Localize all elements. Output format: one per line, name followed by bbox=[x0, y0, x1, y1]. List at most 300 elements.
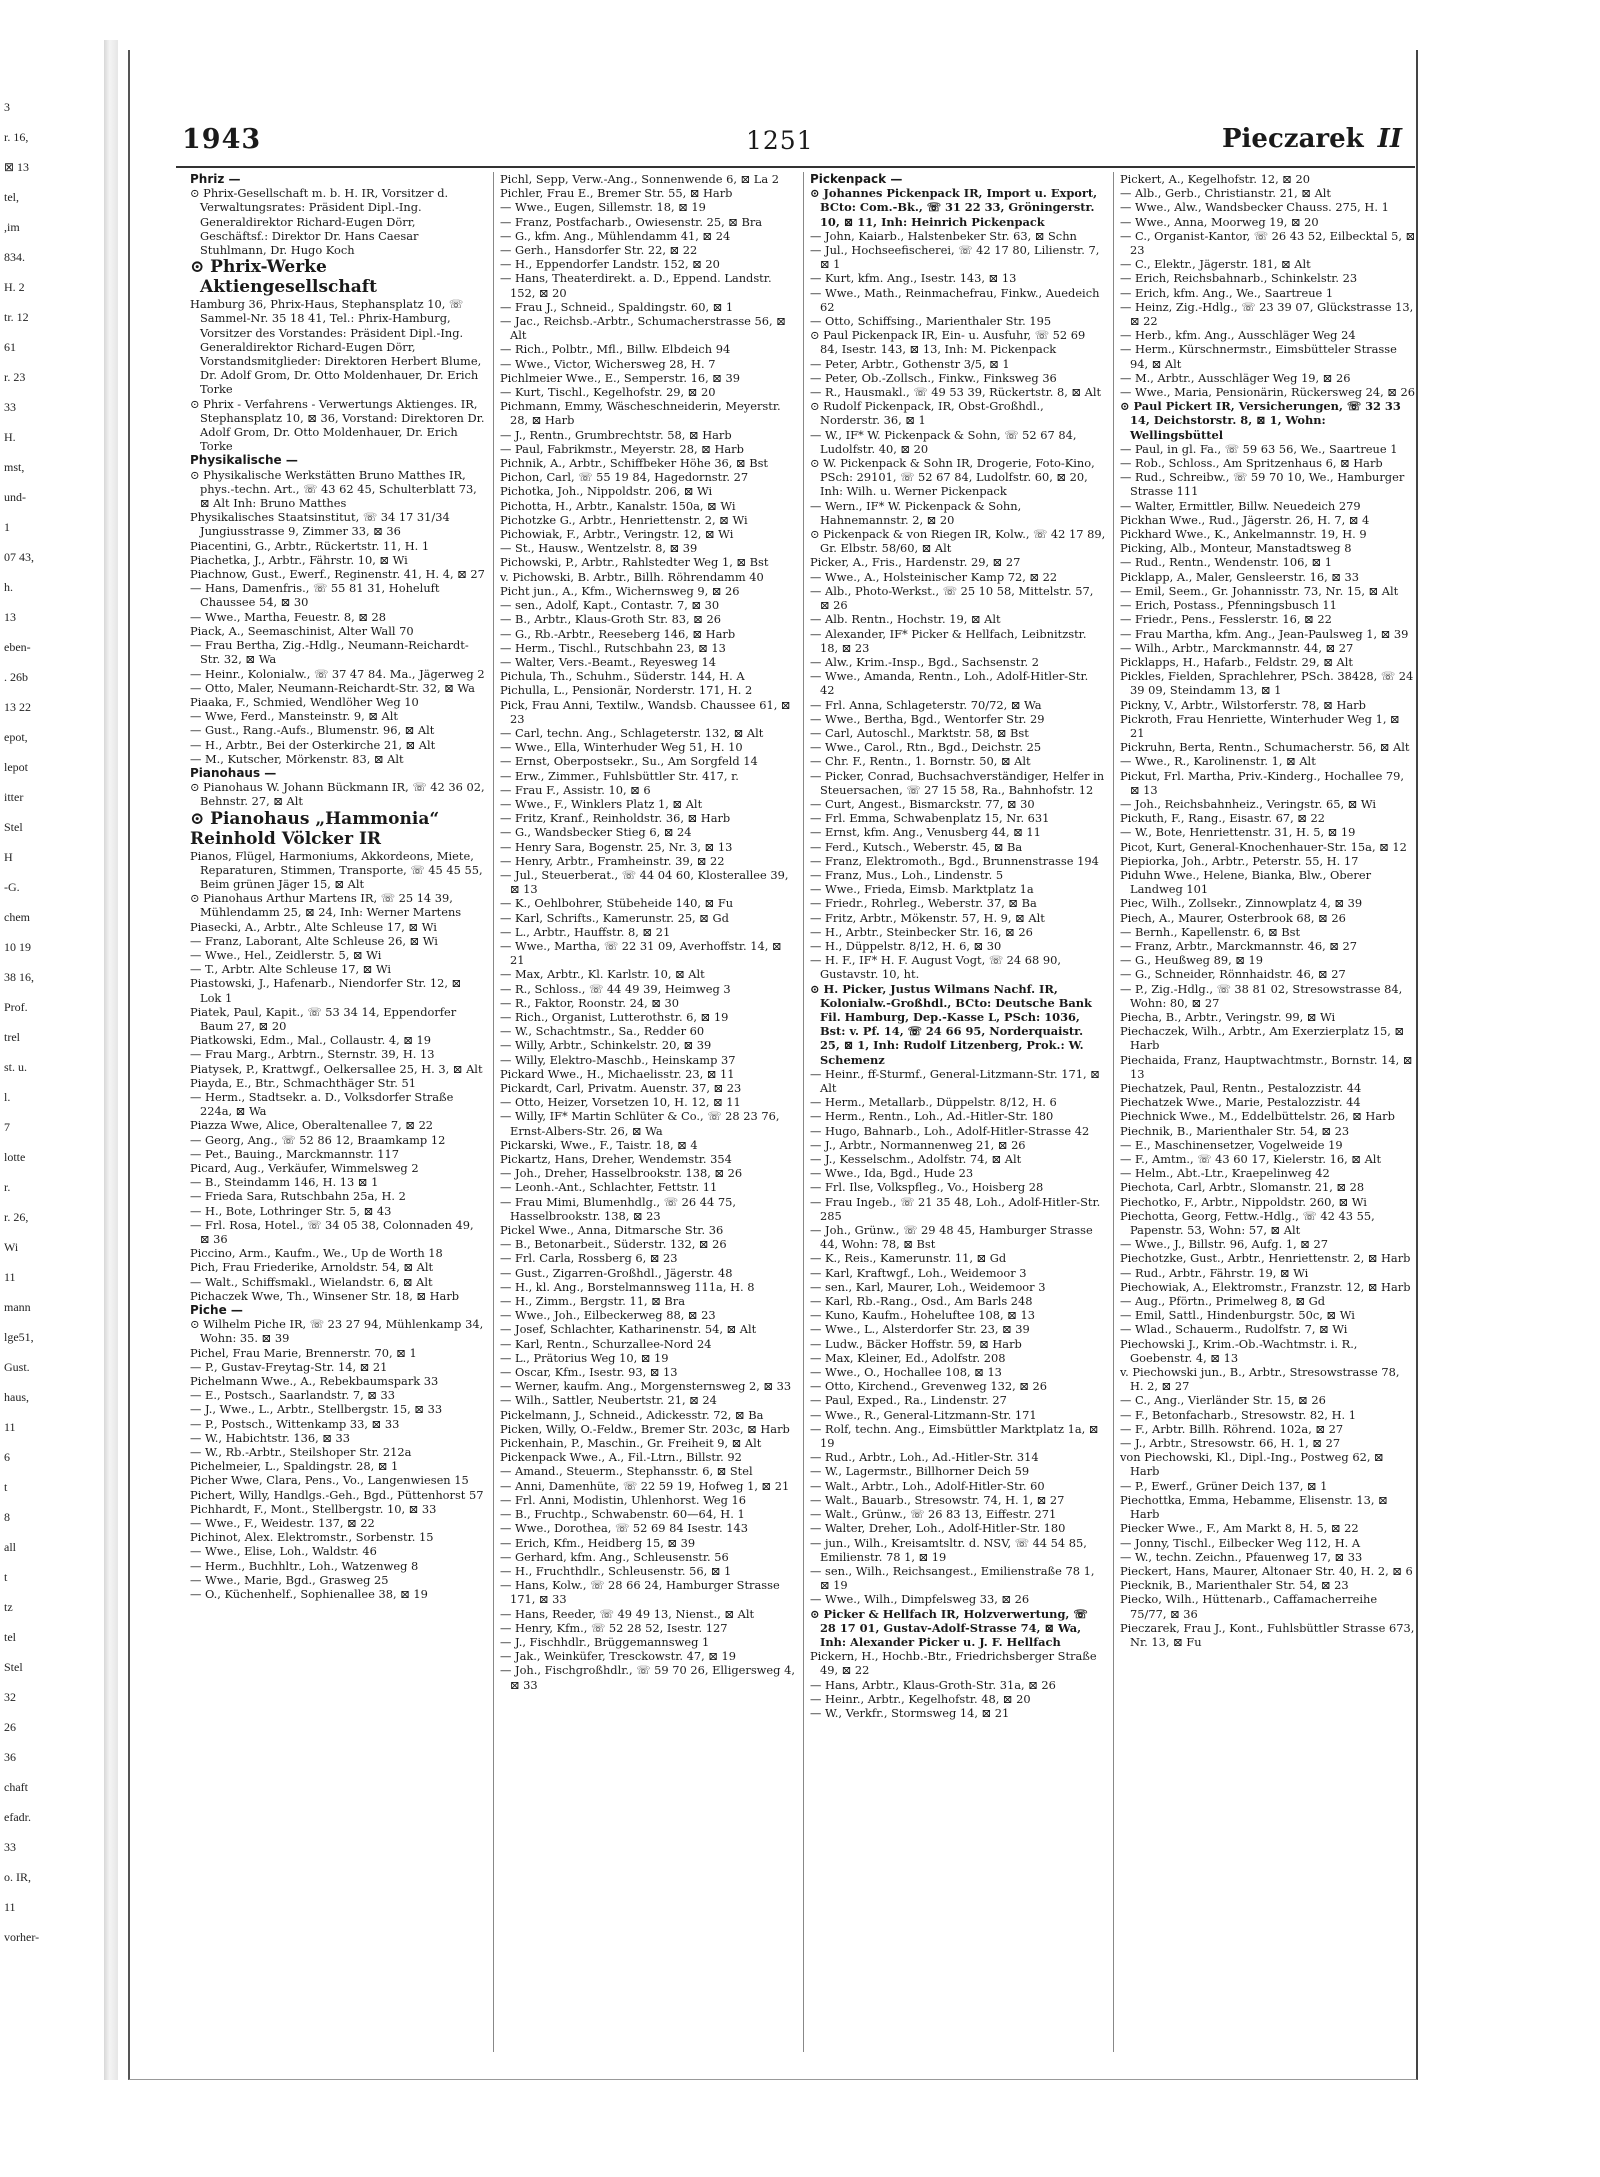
directory-entry: — Ludw., Bäcker Hoffstr. 59, ⊠ Harb bbox=[810, 1336, 1022, 1351]
directory-entry: — Paul, in gl. Fa., ☏ 59 63 56, We., Saartreue 1 bbox=[1120, 441, 1398, 456]
directory-entry: Pickenpack Wwe., A., Fil.-Ltrn., Billstr. 92 bbox=[500, 1450, 742, 1465]
directory-entry: — Werner, kaufm. Ang., Morgensternsweg 2, ⊠ 33 bbox=[500, 1379, 792, 1394]
previous-page-fragment: Prof. bbox=[4, 1000, 28, 1014]
directory-entry: Pickardt, Carl, Privatm. Auenstr. 37, ⊠ 23 bbox=[500, 1081, 742, 1095]
directory-entry: — Curt, Angest., Bismarckstr. 77, ⊠ 30 bbox=[810, 796, 1035, 811]
previous-page-fragment: H. bbox=[4, 430, 16, 444]
directory-entry: Picklapp, A., Maler, Gensleerstr. 16, ⊠ 33 bbox=[1120, 569, 1360, 584]
directory-entry: — Willy, Elektro-Maschb., Heinskamp 37 bbox=[500, 1052, 736, 1067]
directory-entry: Pichowiak, F., Arbtr., Veringstr. 12, ⊠ Wi bbox=[500, 527, 734, 542]
directory-entry: — Walt., Arbtr., Loh., Adolf-Hitler-Str. 60 bbox=[810, 1478, 1045, 1493]
directory-entry: Pichaczek Wwe, Th., Winsener Str. 18, ⊠ Harb bbox=[190, 1288, 460, 1303]
previous-page-fragment: tel, bbox=[4, 190, 19, 204]
directory-column-3 bbox=[810, 172, 1106, 2052]
directory-entry: — Wilh., Sattler, Neubertstr. 21, ⊠ 24 bbox=[500, 1393, 717, 1408]
directory-entry: — Frl. Rosa, Hotel., ☏ 34 05 38, Colonnaden 49, ⊠ 36 bbox=[190, 1217, 474, 1247]
directory-entry: Pich, Frau Friederike, Arnoldstr. 54, ⊠ Alt bbox=[190, 1260, 434, 1275]
directory-entry: — Wwe, Ferd., Mansteinstr. 9, ⊠ Alt bbox=[190, 709, 398, 724]
previous-page-fragment: efadr. bbox=[4, 1810, 31, 1824]
directory-entry: — Henry, Arbtr., Framheinstr. 39, ⊠ 22 bbox=[500, 853, 725, 868]
previous-page-fragment: 11 bbox=[4, 1270, 16, 1284]
directory-entry: — H. F., IF* H. F. August Vogt, ☏ 24 68 90, Gustavstr. 10, ht. bbox=[810, 953, 1062, 982]
directory-entry: Pichelmann Wwe., A., Rebekbaumspark 33 bbox=[190, 1374, 439, 1389]
directory-entry: — Wwe., Math., Reinmachefrau, Finkw., Auedeich 62 bbox=[810, 285, 1100, 314]
directory-entry: — Picker, Conrad, Buchsachverständiger, Helfer in Steuersachen, ☏ 27 15 58, Ra., Bahnhofstr. 12 bbox=[810, 768, 1105, 797]
directory-entry: — Wwe., Alw., Wandsbecker Chauss. 275, H. 1 bbox=[1120, 200, 1389, 215]
directory-entry: ⊙ Paul Pickert IR, Versicherungen, ☏ 32 33 14, Deichstorstr. 8, ⊠ 1, Wohn: Wellingsbüttel bbox=[1120, 399, 1401, 442]
directory-entry: Pichotzke G., Arbtr., Henriettenstr. 2, ⊠ Wi bbox=[500, 512, 748, 527]
directory-entry: — Otto, Kirchend., Grevenweg 132, ⊠ 26 bbox=[810, 1379, 1047, 1394]
directory-entry: ⊙ W. Pickenpack & Sohn IR, Drogerie, Foto-Kino, PSch: 29101, ☏ 52 67 84, Ludolfstr. 60, ⊠ 20, Inh: Wilh. u. Werner Pickenpack bbox=[810, 456, 1095, 499]
directory-entry: Pickel Wwe., Anna, Ditmarsche Str. 36 bbox=[500, 1223, 724, 1238]
directory-entry: — R., Hausmakl., ☏ 49 53 39, Rückertstr. 8, ⊠ Alt bbox=[810, 385, 1102, 400]
directory-entry: — Jul., Steuerberat., ☏ 44 04 60, Klosterallee 39, ⊠ 13 bbox=[500, 867, 789, 897]
directory-entry: — H., Arbtr., Bei der Osterkirche 21, ⊠ Alt bbox=[190, 737, 436, 752]
previous-page-fragment: 33 bbox=[4, 1840, 16, 1854]
directory-entry: — Ernst, kfm. Ang., Venusberg 44, ⊠ 11 bbox=[810, 825, 1041, 840]
directory-entry: Picot, Kurt, General-Knochenhauer-Str. 15a, ⊠ 12 bbox=[1120, 839, 1407, 854]
directory-entry: Piatysek, P., Krattwgf., Oelkersallee 25, H. 3, ⊠ Alt bbox=[190, 1061, 483, 1076]
directory-entry: ⊙ Pianohaus Arthur Martens IR, ☏ 25 14 39, Mühlendamm 25, ⊠ 24, Inh: Werner Martens bbox=[190, 891, 462, 920]
directory-entry: — K., Oehlbohrer, Stübeheide 140, ⊠ Fu bbox=[500, 896, 734, 911]
directory-entry: — Kurt, Tischl., Kegelhofstr. 29, ⊠ 20 bbox=[500, 385, 716, 400]
directory-entry: — Hans, Kolw., ☏ 28 66 24, Hamburger Strasse 171, ⊠ 33 bbox=[500, 1578, 780, 1607]
header-rule bbox=[176, 166, 1415, 168]
directory-entry: — C., Ang., Vierländer Str. 15, ⊠ 26 bbox=[1120, 1393, 1326, 1408]
directory-entry: — Wwe., J., Billstr. 96, Aufg. 1, ⊠ 27 bbox=[1120, 1237, 1328, 1252]
directory-entry: — F., Amtm., ☏ 43 60 17, Kielerstr. 16, ⊠ Alt bbox=[1120, 1152, 1382, 1167]
directory-entry: — Joh., Fischgroßhdlr., ☏ 59 70 26, Elligersweg 4, ⊠ 33 bbox=[500, 1663, 795, 1692]
previous-page-fragment: 61 bbox=[4, 340, 16, 354]
directory-entry: Piecker Wwe., F., Am Markt 8, H. 5, ⊠ 22 bbox=[1120, 1521, 1359, 1536]
directory-entry: v. Pichowski, B. Arbtr., Billh. Röhrendamm 40 bbox=[500, 569, 764, 584]
directory-entry: — Pet., Bauing., Marckmannstr. 117 bbox=[190, 1146, 400, 1161]
directory-entry: — Max, Kleiner, Ed., Adolfstr. 208 bbox=[810, 1350, 1006, 1365]
directory-entry: Pickartz, Hans, Dreher, Wendemstr. 354 bbox=[500, 1152, 732, 1167]
directory-entry: — Wern., IF* W. Pickenpack & Sohn, Hahnemannstr. 2, ⊠ 20 bbox=[810, 498, 1022, 527]
directory-entry: — Carl, Autoschl., Marktstr. 58, ⊠ Bst bbox=[810, 725, 1029, 740]
directory-entry: — C., Organist-Kantor, ☏ 26 43 52, Eilbecktal 5, ⊠ 23 bbox=[1120, 228, 1416, 258]
previous-page-fragment: all bbox=[4, 1540, 16, 1554]
directory-entry: — G., Heußweg 89, ⊠ 19 bbox=[1120, 953, 1263, 968]
directory-entry: Picklapps, H., Hafarb., Feldstr. 29, ⊠ Alt bbox=[1120, 654, 1353, 669]
directory-entry: — Hans, Damenfris., ☏ 55 81 31, Hoheluft Chaussee 54, ⊠ 30 bbox=[190, 581, 440, 610]
directory-entry: — C., Elektr., Jägerstr. 181, ⊠ Alt bbox=[1120, 257, 1311, 272]
directory-entry: — Heinz, Zig.-Hdlg., ☏ 23 39 07, Glückstrasse 13, ⊠ 22 bbox=[1120, 299, 1414, 329]
directory-entry: — Rich., Organist, Lutterothstr. 6, ⊠ 19 bbox=[500, 1009, 729, 1024]
directory-entry: Pickelmann, J., Schneid., Adickesstr. 72, ⊠ Ba bbox=[500, 1407, 764, 1422]
previous-page-fragment: tz bbox=[4, 1600, 13, 1614]
directory-entry: ⊙ Pianohaus „Hammonia“ bbox=[190, 808, 440, 829]
directory-entry: — Alb., Gerb., Christianstr. 21, ⊠ Alt bbox=[1120, 186, 1332, 201]
directory-entry: — L., Prätorius Weg 10, ⊠ 19 bbox=[500, 1350, 669, 1365]
previous-page-fragment: 7 bbox=[4, 1120, 10, 1134]
directory-entry: — Wwe., Marie, Bgd., Grasweg 25 bbox=[190, 1572, 389, 1587]
directory-entry: — M., Arbtr., Ausschläger Weg 19, ⊠ 26 bbox=[1120, 370, 1351, 385]
directory-entry: — Frau Marg., Arbtrn., Sternstr. 39, H. 13 bbox=[190, 1047, 435, 1062]
directory-entry: — Wwe., Ida, Bgd., Hude 23 bbox=[810, 1166, 974, 1181]
directory-entry: — P., Postsch., Wittenkamp 33, ⊠ 33 bbox=[190, 1416, 400, 1431]
previous-page-fragment: und- bbox=[4, 490, 26, 504]
directory-entry: — Fritz, Arbtr., Mökenstr. 57, H. 9, ⊠ Alt bbox=[810, 910, 1045, 925]
directory-entry: — P., Ewerf., Grüner Deich 137, ⊠ 1 bbox=[1120, 1478, 1328, 1493]
directory-entry: — Hugo, Bahnarb., Loh., Adolf-Hitler-Strasse 42 bbox=[810, 1123, 1090, 1138]
directory-entry: ⊙ Phrix-Gesellschaft m. b. H. IR, Vorsitzer d. Verwaltungsrates: Präsident Dipl.-Ing. Generaldirektor Richard-Eugen Dörr, Geschäftsf.: Direktor Dr. Hans Caesar Stuhlmann, Dr. Hugo Koch bbox=[190, 186, 449, 258]
previous-page-fragment: mst, bbox=[4, 460, 25, 474]
directory-entry: — Rob., Schloss., Am Spritzenhaus 6, ⊠ Harb bbox=[1120, 456, 1383, 471]
directory-entry: Piecknik, B., Marienthaler Str. 54, ⊠ 23 bbox=[1120, 1578, 1349, 1593]
directory-entry: — B., Betonarbeit., Süderstr. 132, ⊠ 26 bbox=[500, 1237, 727, 1252]
previous-page-fragment: 26 bbox=[4, 1720, 16, 1734]
previous-page-fragment: trel bbox=[4, 1030, 20, 1044]
directory-entry: — Jak., Weinküfer, Tresckowstr. 47, ⊠ 19 bbox=[500, 1649, 737, 1664]
previous-page-fragment: eben- bbox=[4, 640, 31, 654]
directory-entry: — Heinr., Kolonialw., ☏ 37 47 84. Ma., Jägerweg 2 bbox=[190, 666, 485, 681]
directory-entry: — Fritz, Kranf., Reinholdstr. 36, ⊠ Harb bbox=[500, 811, 731, 826]
directory-entry: ⊙ Wilhelm Piche IR, ☏ 23 27 94, Mühlenkamp 34, Wohn: 35. ⊠ 39 bbox=[190, 1317, 484, 1346]
directory-entry: — Hans, Theaterdirekt. a. D., Eppend. Landstr. 152, ⊠ 20 bbox=[500, 271, 772, 300]
directory-entry: Pichula, Th., Schuhm., Süderstr. 144, H. A bbox=[500, 669, 745, 684]
directory-entry: — B., Fruchtp., Schwabenstr. 60—64, H. 1 bbox=[500, 1507, 745, 1522]
directory-entry: Piechotzke, Gust., Arbtr., Henriettenstr. 2, ⊠ Harb bbox=[1120, 1251, 1411, 1266]
directory-entry: Piechotta, Georg, Fettw.-Hdlg., ☏ 42 43 55, Papenstr. 53, Wohn: 57, ⊠ Alt bbox=[1120, 1208, 1375, 1238]
directory-entry: — Franz, Postfacharb., Owiesenstr. 25, ⊠ Bra bbox=[500, 214, 763, 229]
directory-entry: Pichon, Carl, ☏ 55 19 84, Hagedornstr. 27 bbox=[500, 470, 749, 485]
directory-entry: — Aug., Pförtn., Primelweg 8, ⊠ Gd bbox=[1120, 1294, 1326, 1309]
directory-entry: — Herm., Buchhltr., Loh., Watzenweg 8 bbox=[190, 1558, 419, 1573]
directory-entry: ⊙ Rudolf Pickenpack, IR, Obst-Großhdl., Norderstr. 36, ⊠ 1 bbox=[810, 399, 1044, 428]
directory-entry: — Herm., Metallarb., Düppelstr. 8/12, H. 6 bbox=[810, 1095, 1057, 1110]
directory-entry: ⊙ Pickenpack & von Riegen IR, Kolw., ☏ 42 17 89, Gr. Elbstr. 58/60, ⊠ Alt bbox=[810, 527, 1106, 556]
previous-page-fragment: 38 16, bbox=[4, 970, 34, 984]
directory-entry: Picken, Willy, O.-Feldw., Bremer Str. 203c, ⊠ Harb bbox=[500, 1421, 790, 1436]
directory-entry: Picht jun., A., Kfm., Wichernsweg 9, ⊠ 26 bbox=[500, 583, 740, 598]
directory-entry: — Erich, Kfm., Heidberg 15, ⊠ 39 bbox=[500, 1535, 696, 1550]
directory-entry: — jun., Wilh., Kreisamtsltr. d. NSV, ☏ 44 54 85, Emilienstr. 78 1, ⊠ 19 bbox=[810, 1535, 1087, 1564]
previous-page-fragment: haus, bbox=[4, 1390, 29, 1404]
previous-page-fragment: r. 16, bbox=[4, 130, 29, 144]
directory-entry: Piasecki, A., Arbtr., Alte Schleuse 17, ⊠ Wi bbox=[190, 919, 437, 934]
previous-page-fragment: 13 bbox=[4, 610, 16, 624]
directory-entry: — Rich., Polbtr., Mfl., Billw. Elbdeich 94 bbox=[500, 342, 731, 357]
directory-entry: — W., techn. Zeichn., Pfauenweg 17, ⊠ 33 bbox=[1120, 1549, 1363, 1564]
directory-entry: — Wwe., F., Winklers Platz 1, ⊠ Alt bbox=[500, 796, 703, 811]
directory-entry: — Walter, Vers.-Beamt., Reyesweg 14 bbox=[500, 654, 716, 669]
directory-entry: Piepiorka, Joh., Arbtr., Peterstr. 55, H. 17 bbox=[1120, 853, 1359, 868]
previous-page-fragment: Gust. bbox=[4, 1360, 30, 1374]
directory-entry: — J., Fischhdlr., Brüggemannsweg 1 bbox=[500, 1634, 710, 1649]
directory-entry: — Wwe., Carol., Rtn., Bgd., Deichstr. 25 bbox=[810, 740, 1042, 755]
directory-entry: — Chr. F., Rentn., 1. Bornstr. 50, ⊠ Alt bbox=[810, 754, 1031, 769]
previous-page-fragment: tel bbox=[4, 1630, 16, 1644]
previous-page-fragment: itter bbox=[4, 790, 24, 804]
directory-entry: Piduhn Wwe., Helene, Bianka, Blw., Oberer Landweg 101 bbox=[1120, 867, 1372, 897]
directory-entry: Piechowski J., Krim.-Ob.-Wachtmstr. i. R., Goebenstr. 4, ⊠ 13 bbox=[1120, 1336, 1358, 1365]
directory-entry: — H., Arbtr., Steinbecker Str. 16, ⊠ 26 bbox=[810, 924, 1033, 939]
directory-entry: Pickern, H., Hochb.-Btr., Friedrichsberger Straße 49, ⊠ 22 bbox=[810, 1649, 1097, 1678]
directory-entry: — Herm., Stadtsekr. a. D., Volksdorfer Straße 224a, ⊠ Wa bbox=[190, 1089, 454, 1119]
previous-page-fragment: epot, bbox=[4, 730, 28, 744]
directory-entry: Piastowski, J., Hafenarb., Niendorfer Str. 12, ⊠ Lok 1 bbox=[190, 976, 462, 1005]
directory-entry: — John, Kaiarb., Halstenbeker Str. 63, ⊠ Schn bbox=[810, 228, 1077, 243]
directory-entry: Piechnick Wwe., M., Eddelbüttelstr. 26, ⊠ Harb bbox=[1120, 1109, 1395, 1124]
directory-entry: — Wwe., Amanda, Rentn., Loh., Adolf-Hitler-Str. 42 bbox=[810, 669, 1089, 698]
directory-entry: — W., Lagermstr., Billhorner Deich 59 bbox=[810, 1464, 1030, 1479]
directory-entry: — Rud., Rentn., Wendenstr. 106, ⊠ 1 bbox=[1120, 555, 1332, 570]
directory-entry: — Herb., kfm. Ang., Ausschläger Weg 24 bbox=[1120, 328, 1356, 343]
directory-entry: — Wwe., Maria, Pensionärin, Rückersweg 24, ⊠ 26 bbox=[1120, 385, 1416, 400]
previous-page-fragment: 3 bbox=[4, 100, 10, 114]
directory-entry: — W., Verkfr., Stormsweg 14, ⊠ 21 bbox=[810, 1705, 1010, 1720]
directory-entry: Pickarski, Wwe., F., Taistr. 18, ⊠ 4 bbox=[500, 1137, 698, 1152]
directory-entry: — Alw., Krim.-Insp., Bgd., Sachsenstr. 2 bbox=[810, 654, 1039, 669]
previous-page-fragment: 11 bbox=[4, 1900, 16, 1914]
directory-entry: — Wwe., Martha, Feuestr. 8, ⊠ 28 bbox=[190, 609, 387, 624]
directory-entry: — Wwe., R., Karolinenstr. 1, ⊠ Alt bbox=[1120, 754, 1316, 769]
directory-entry: Piatek, Paul, Kapit., ☏ 53 34 14, Eppendorfer Baum 27, ⊠ 20 bbox=[190, 1004, 457, 1033]
directory-entry: — Wlad., Schauerm., Rudolfstr. 7, ⊠ Wi bbox=[1120, 1322, 1348, 1337]
directory-entry: — Wwe., Frieda, Eimsb. Marktplatz 1a bbox=[810, 882, 1034, 897]
previous-page-fragment: r. 26, bbox=[4, 1210, 29, 1224]
previous-page-fragment: tr. 12 bbox=[4, 310, 29, 324]
directory-entry: Piech, A., Maurer, Osterbrook 68, ⊠ 26 bbox=[1120, 910, 1346, 925]
directory-entry: Pickruhn, Berta, Rentn., Schumacherstr. 56, ⊠ Alt bbox=[1120, 740, 1410, 755]
directory-entry: — Frl. Ilse, Volkspfleg., Vo., Hoisberg 28 bbox=[810, 1180, 1044, 1195]
directory-entry: Piack, A., Seemaschinist, Alter Wall 70 bbox=[190, 623, 414, 638]
directory-entry: Pianohaus — bbox=[190, 765, 277, 780]
directory-entry: — Helm., Abt.-Ltr., Kraepelinweg 42 bbox=[1120, 1166, 1330, 1181]
directory-entry: — Frau Martha, kfm. Ang., Jean-Paulsweg 1, ⊠ 39 bbox=[1120, 626, 1409, 641]
directory-entry: — Joh., Grünw., ☏ 29 48 45, Hamburger Strasse 44, Wohn: 78, ⊠ Bst bbox=[810, 1223, 1093, 1252]
directory-entry: — Georg, Ang., ☏ 52 86 12, Braamkamp 12 bbox=[190, 1132, 446, 1147]
directory-entry: Physikalische — bbox=[190, 453, 298, 468]
directory-entry: — Paul, Exped., Ra., Lindenstr. 27 bbox=[810, 1393, 1007, 1408]
directory-entry: — Jac., Reichsb.-Arbtr., Schumacherstrasse 56, ⊠ Alt bbox=[500, 314, 786, 343]
directory-entry: ⊙ Phrix-Werke Aktiengesellschaft bbox=[190, 257, 377, 298]
previous-page-fragment: ⊠ 13 bbox=[4, 160, 30, 174]
directory-entry: — Frieda Sara, Rutschbahn 25a, H. 2 bbox=[190, 1189, 406, 1204]
directory-entry: Reinhold Völcker IR bbox=[190, 828, 382, 849]
directory-entry: — Kuno, Kaufm., Hoheluftee 108, ⊠ 13 bbox=[810, 1308, 1035, 1323]
directory-column-4 bbox=[1120, 172, 1416, 2052]
directory-entry: — E., Postsch., Saarlandstr. 7, ⊠ 33 bbox=[190, 1388, 395, 1403]
directory-entry: Pianos, Flügel, Harmoniums, Akkordeons, Miete, Reparaturen, Stimmen, Transporte, ☏ 45 45 55, Beim grünen Jäger 15, ⊠ Alt bbox=[190, 848, 483, 891]
directory-entry: Piechatzek Wwe., Marie, Pestalozzistr. 44 bbox=[1120, 1095, 1361, 1110]
directory-entry: — Franz, Arbtr., Marckmannstr. 46, ⊠ 27 bbox=[1120, 938, 1358, 953]
directory-entry: — Oscar, Kfm., Isestr. 93, ⊠ 13 bbox=[500, 1365, 678, 1380]
directory-entry: — W., Bote, Henriettenstr. 31, H. 5, ⊠ 19 bbox=[1120, 825, 1356, 840]
directory-entry: — H., Eppendorfer Landstr. 152, ⊠ 20 bbox=[500, 257, 720, 272]
previous-page-fragment: 11 bbox=[4, 1420, 16, 1434]
directory-entry: Piacentini, G., Arbtr., Rückertstr. 11, H. 1 bbox=[190, 538, 430, 553]
directory-entry: — J., Arbtr., Stresowstr. 66, H. 1, ⊠ 27 bbox=[1120, 1436, 1341, 1451]
directory-entry: Piaaka, F., Schmied, Wendlöher Weg 10 bbox=[190, 694, 419, 709]
directory-entry: — B., Arbtr., Klaus-Groth Str. 83, ⊠ 26 bbox=[500, 612, 721, 627]
directory-entry: — H., Düppelstr. 8/12, H. 6, ⊠ 30 bbox=[810, 938, 1002, 953]
directory-entry: ⊙ Pianohaus W. Johann Bückmann IR, ☏ 42 36 02, Behnstr. 27, ⊠ Alt bbox=[190, 780, 485, 809]
directory-entry: — Rolf, techn. Ang., Eimsbüttler Marktplatz 1a, ⊠ 19 bbox=[810, 1421, 1099, 1451]
directory-entry: ⊙ Physikalische Werkstätten Bruno Matthes IR, phys.-techn. Art., ☏ 43 62 45, Schulterblatt 73, ⊠ Alt Inh: Bruno Matthes bbox=[190, 467, 477, 511]
directory-entry: — Walt., Bauarb., Stresowstr. 74, H. 1, ⊠ 27 bbox=[810, 1492, 1065, 1507]
directory-entry: — Alb. Rentn., Hochstr. 19, ⊠ Alt bbox=[810, 612, 1001, 627]
directory-entry: Piechaida, Franz, Hauptwachtmstr., Bornstr. 14, ⊠ 13 bbox=[1120, 1052, 1413, 1081]
directory-entry: — Frau Ingeb., ☏ 21 35 48, Loh., Adolf-Hitler-Str. 285 bbox=[810, 1194, 1101, 1223]
directory-entry: — Emil, Seem., Gr. Johannisstr. 73, Nr. 15, ⊠ Alt bbox=[1120, 583, 1399, 598]
directory-entry: — J., Kesselschm., Adolfstr. 74, ⊠ Alt bbox=[810, 1152, 1022, 1167]
directory-entry: Pichl, Sepp, Verw.-Ang., Sonnenwende 6, ⊠ La 2 bbox=[500, 172, 779, 186]
directory-entry: Pick, Frau Anni, Textilw., Wandsb. Chaussee 61, ⊠ 23 bbox=[500, 697, 791, 726]
directory-entry: — Erich, kfm. Ang., We., Saartreue 1 bbox=[1120, 285, 1334, 300]
directory-entry: — Karl, Rb.-Rang., Osd., Am Barls 248 bbox=[810, 1294, 1033, 1309]
directory-entry: — Frau J., Schneid., Spaldingstr. 60, ⊠ 1 bbox=[500, 299, 734, 314]
directory-entry: — Peter, Ob.-Zollsch., Finkw., Finksweg 36 bbox=[810, 370, 1057, 385]
directory-entry: Pickhan Wwe., Rud., Jägerstr. 26, H. 7, ⊠ 4 bbox=[1120, 512, 1370, 527]
directory-entry: Pickny, V., Arbtr., Wilstorferstr. 78, ⊠ Harb bbox=[1120, 697, 1366, 712]
directory-entry: Picard, Aug., Verkäufer, Wimmelsweg 2 bbox=[190, 1161, 419, 1175]
directory-entry: Pichnik, A., Arbtr., Schiffbeker Höhe 36, ⊠ Bst bbox=[500, 456, 769, 471]
previous-page-fragment: mann bbox=[4, 1300, 31, 1314]
directory-entry: — Hans, Arbtr., Klaus-Groth-Str. 31a, ⊠ 26 bbox=[810, 1677, 1056, 1692]
directory-entry: — Paul, Fabrikmstr., Meyerstr. 28, ⊠ Harb bbox=[500, 441, 744, 456]
directory-entry: — Heinr., ff-Sturmf., General-Litzmann-Str. 171, ⊠ Alt bbox=[810, 1066, 1100, 1095]
directory-entry: ⊙ Paul Pickenpack IR, Ein- u. Ausfuhr, ☏ 52 69 84, Isestr. 143, ⊠ 13, Inh: M. Pickenpack bbox=[810, 328, 1086, 357]
directory-entry: — Wwe., O., Hochallee 108, ⊠ 13 bbox=[810, 1365, 1002, 1380]
directory-entry: — J., Arbtr., Normannenweg 21, ⊠ 26 bbox=[810, 1137, 1026, 1152]
previous-page-fragment: t bbox=[4, 1570, 8, 1584]
directory-entry: — F., Arbtr. Billh. Röhrend. 102a, ⊠ 27 bbox=[1120, 1421, 1344, 1436]
directory-entry: ⊙ Johannes Pickenpack IR, Import u. Export, BCto: Com.-Bk., ☏ 31 22 33, Gröningerstr. 10, ⊠ 11, Inh: Heinrich Pickenpack bbox=[810, 186, 1098, 229]
directory-entry: Piachetka, J., Arbtr., Fährstr. 10, ⊠ Wi bbox=[190, 552, 408, 567]
directory-entry: Pieckert, Hans, Maurer, Altonaer Str. 40, H. 2, ⊠ 6 bbox=[1120, 1563, 1413, 1578]
previous-page-fragment: 32 bbox=[4, 1690, 16, 1704]
directory-entry: — Amand., Steuerm., Stephansstr. 6, ⊠ Stel bbox=[500, 1464, 753, 1479]
directory-entry: — Wwe., Wilh., Dimpfelsweg 33, ⊠ 26 bbox=[810, 1592, 1030, 1607]
directory-entry: Picking, Alb., Monteur, Manstadtsweg 8 bbox=[1120, 541, 1352, 556]
directory-entry: — H., Zimm., Bergstr. 11, ⊠ Bra bbox=[500, 1294, 686, 1309]
directory-entry: — J., Rentn., Grumbrechtstr. 58, ⊠ Harb bbox=[500, 427, 732, 442]
previous-page-fragment: r. bbox=[4, 1180, 11, 1194]
directory-entry: Pickroth, Frau Henriette, Winterhuder Weg 1, ⊠ 21 bbox=[1120, 711, 1400, 740]
directory-entry: — Peter, Arbtr., Gothenstr 3/5, ⊠ 1 bbox=[810, 356, 1010, 371]
directory-entry: ⊙ H. Picker, Justus Wilmans Nachf. IR, Kolonialw.-Großhdl., BCto: Deutsche Bank Fil. Hamburg, Dep.-Kasse L, PSch: 1036, Bst: v. Pf. 14, ☏ 24 66 95, Norderquaistr. 25, ⊠ 1, Inh: Rudolf Litzenberg, Prok.: W. Schemenz bbox=[810, 981, 1092, 1067]
column-divider bbox=[493, 172, 494, 2052]
directory-entry: — G., Wandsbecker Stieg 6, ⊠ 24 bbox=[500, 825, 692, 840]
directory-entry: Piechotko, F., Arbtr., Nippoldstr. 260, ⊠ Wi bbox=[1120, 1194, 1367, 1209]
directory-entry: Piechowiak, A., Elektromstr., Franzstr. 12, ⊠ Harb bbox=[1120, 1279, 1411, 1294]
directory-entry: — W., IF* W. Pickenpack & Sohn, ☏ 52 67 84, Ludolfstr. 40, ⊠ 20 bbox=[810, 427, 1077, 456]
directory-entry: — Gust., Rang.-Aufs., Blumenstr. 96, ⊠ Alt bbox=[190, 723, 435, 738]
directory-entry: — Alb., Photo-Werkst., ☏ 25 10 58, Mittelstr. 57, ⊠ 26 bbox=[810, 583, 1094, 613]
directory-entry: — Franz, Laborant, Alte Schleuse 26, ⊠ Wi bbox=[190, 933, 438, 948]
previous-page-fragment: r. 23 bbox=[4, 370, 26, 384]
directory-entry: — Herm., Kürschnermstr., Eimsbütteler Strasse 94, ⊠ Alt bbox=[1120, 342, 1397, 371]
directory-entry: — Walt., Schiffsmakl., Wielandstr. 6, ⊠ Alt bbox=[190, 1274, 433, 1289]
directory-entry: — Ferd., Kutsch., Weberstr. 45, ⊠ Ba bbox=[810, 839, 1023, 854]
directory-entry: — P., Zig.-Hdlg., ☏ 38 81 02, Stresowstrasse 84, Wohn: 80, ⊠ 27 bbox=[1120, 981, 1403, 1010]
directory-column-1 bbox=[190, 172, 486, 2052]
directory-entry: — Franz, Mus., Loh., Lindenstr. 5 bbox=[810, 867, 1004, 882]
directory-entry: Piche — bbox=[190, 1303, 243, 1318]
header-roman-numeral: II bbox=[1377, 124, 1402, 154]
directory-entry: — Rud., Arbtr., Fährstr. 19, ⊠ Wi bbox=[1120, 1265, 1309, 1280]
directory-entry: — W., Rb.-Arbtr., Steilshoper Str. 212a bbox=[190, 1445, 412, 1460]
directory-entry: — Friedr., Pens., Fesslerstr. 16, ⊠ 22 bbox=[1120, 612, 1332, 627]
directory-entry: — Wwe., Joh., Eilbeckerweg 88, ⊠ 23 bbox=[500, 1308, 716, 1323]
directory-entry: Piayda, E., Btr., Schmachthäger Str. 51 bbox=[190, 1075, 416, 1090]
directory-entry: — Wwe., A., Holsteinischer Kamp 72, ⊠ 22 bbox=[810, 569, 1058, 584]
directory-entry: Picker, A., Fris., Hardenstr. 29, ⊠ 27 bbox=[810, 555, 1021, 570]
directory-entry: — Wwe., Elise, Loh., Waldstr. 46 bbox=[190, 1544, 377, 1559]
directory-entry: Pichinot, Alex. Elektromstr., Sorbenstr. 15 bbox=[190, 1530, 434, 1545]
previous-page-fragment: l. bbox=[4, 1090, 11, 1104]
directory-entry: Picher Wwe, Clara, Pens., Vo., Langenwiesen 15 bbox=[190, 1473, 469, 1488]
directory-entry: Phriz — bbox=[190, 172, 241, 186]
previous-page-fragment: H. 2 bbox=[4, 280, 25, 294]
directory-entry: Piechaczek, Wilh., Arbtr., Am Exerzierplatz 15, ⊠ Harb bbox=[1120, 1024, 1405, 1053]
directory-entry: — H., Fruchthdlr., Schleusenstr. 56, ⊠ 1 bbox=[500, 1563, 732, 1578]
previous-page-fragment: st. u. bbox=[4, 1060, 28, 1074]
directory-entry: Hamburg 36, Phrix-Haus, Stephansplatz 10, ☏ Sammel-Nr. 35 18 41, Tel.: Phrix-Hamburg, Vorsitzer des Vorstandes: Präsident Dipl.-Ing. Generaldirektor Richard-Eugen Dörr, Vorstandsmitglieder: Direktoren Herbert Blume, Dr. Adolf Grom, Dr. Otto Moldenhauer, Dr. Erich Torke bbox=[190, 297, 482, 397]
directory-entry: — Jul., Hochseefischerei, ☏ 42 17 80, Lilienstr. 7, ⊠ 1 bbox=[810, 243, 1100, 272]
previous-page-fragment: lotte bbox=[4, 1150, 26, 1164]
directory-entry: — O., Küchenhelf., Sophienallee 38, ⊠ 19 bbox=[190, 1587, 428, 1602]
directory-entry: Pickenpack — bbox=[810, 172, 903, 186]
previous-page-fragment: 6 bbox=[4, 1450, 10, 1464]
directory-entry: Pichhardt, F., Mont., Stellbergstr. 10, ⊠ 33 bbox=[190, 1501, 437, 1516]
directory-entry: — G., kfm. Ang., Mühlendamm 41, ⊠ 24 bbox=[500, 228, 731, 243]
previous-page-fragment: Stel bbox=[4, 1660, 23, 1674]
directory-entry: Pichulla, L., Pensionär, Norderstr. 171, H. 2 bbox=[500, 683, 753, 698]
directory-entry: Pichert, Willy, Handlgs.-Geh., Bgd., Püttenhorst 57 bbox=[190, 1487, 484, 1502]
directory-entry: Pickuth, F., Rang., Eisastr. 67, ⊠ 22 bbox=[1120, 811, 1326, 826]
directory-entry: — Rud., Schreibw., ☏ 59 70 10, We., Hamburger Strasse 111 bbox=[1120, 470, 1405, 499]
previous-page-fragment: h. bbox=[4, 580, 13, 594]
directory-entry: — Wwe., L., Alsterdorfer Str. 23, ⊠ 39 bbox=[810, 1322, 1030, 1337]
directory-entry: — J., Wwe., L., Arbtr., Stellbergstr. 15, ⊠ 33 bbox=[190, 1402, 443, 1417]
directory-entry: Pickhard Wwe., K., Ankelmannstr. 19, H. 9 bbox=[1120, 527, 1367, 542]
directory-entry: Pickert, A., Kegelhofstr. 12, ⊠ 20 bbox=[1120, 172, 1310, 186]
directory-entry: — Joh., Dreher, Hasselbrookstr. 138, ⊠ 26 bbox=[500, 1166, 743, 1181]
directory-entry: — Walt., Grünw., ☏ 26 83 13, Eiffestr. 271 bbox=[810, 1507, 1057, 1522]
directory-entry: Pickenhain, P., Maschin., Gr. Freiheit 9, ⊠ Alt bbox=[500, 1436, 762, 1451]
directory-entry: — Erich, Reichsbahnarb., Schinkelstr. 23 bbox=[1120, 271, 1358, 286]
directory-entry: — Otto, Heizer, Vorsetzen 10, H. 12, ⊠ 11 bbox=[500, 1095, 741, 1110]
directory-entry: Piazza Wwe, Alice, Oberaltenallee 7, ⊠ 22 bbox=[190, 1118, 434, 1133]
directory-entry: — Frl. Anna, Schlageterstr. 70/72, ⊠ Wa bbox=[810, 697, 1042, 712]
directory-entry: von Piechowski, Kl., Dipl.-Ing., Postweg 62, ⊠ Harb bbox=[1120, 1450, 1384, 1479]
directory-entry: — Jonny, Tischl., Eilbecker Weg 112, H. A bbox=[1120, 1535, 1361, 1550]
directory-entry: — T., Arbtr. Alte Schleuse 17, ⊠ Wi bbox=[190, 962, 392, 977]
directory-entry: — P., Gustav-Freytag-Str. 14, ⊠ 21 bbox=[190, 1359, 388, 1374]
header-name-range bbox=[1222, 124, 1402, 154]
directory-entry: — Wwe., Bertha, Bgd., Wentorfer Str. 29 bbox=[810, 711, 1045, 726]
directory-entry: Piechatzek, Paul, Rentn., Pestalozzistr. 44 bbox=[1120, 1081, 1362, 1095]
directory-entry: — Wwe., Eugen, Sillemstr. 18, ⊠ 19 bbox=[500, 200, 706, 215]
directory-entry: v. Piechowski jun., B., Arbtr., Stresowstrasse 78, H. 2, ⊠ 27 bbox=[1120, 1365, 1400, 1394]
directory-entry: — Kurt, kfm. Ang., Isestr. 143, ⊠ 13 bbox=[810, 271, 1017, 286]
directory-entry: — Leonh.-Ant., Schlachter, Fettstr. 11 bbox=[500, 1180, 718, 1195]
column-divider bbox=[1113, 172, 1114, 2052]
directory-entry: Pichelmeier, L., Spaldingstr. 28, ⊠ 1 bbox=[190, 1459, 399, 1474]
directory-entry: Physikalisches Staatsinstitut, ☏ 34 17 31/34 Jungiusstrasse 9, Zimmer 33, ⊠ 36 bbox=[190, 510, 450, 539]
directory-entry: — E., Maschinensetzer, Vogelweide 19 bbox=[1120, 1137, 1343, 1152]
previous-page-fragment: lepot bbox=[4, 760, 28, 774]
previous-page-fragment: 1 bbox=[4, 520, 10, 534]
previous-page-fragment: 10 19 bbox=[4, 940, 31, 954]
directory-columns bbox=[190, 172, 1420, 2072]
previous-page-strip bbox=[0, 40, 118, 2080]
directory-entry: — Wwe., Martha, ☏ 22 31 09, Averhoffstr. 14, ⊠ 21 bbox=[500, 938, 782, 968]
